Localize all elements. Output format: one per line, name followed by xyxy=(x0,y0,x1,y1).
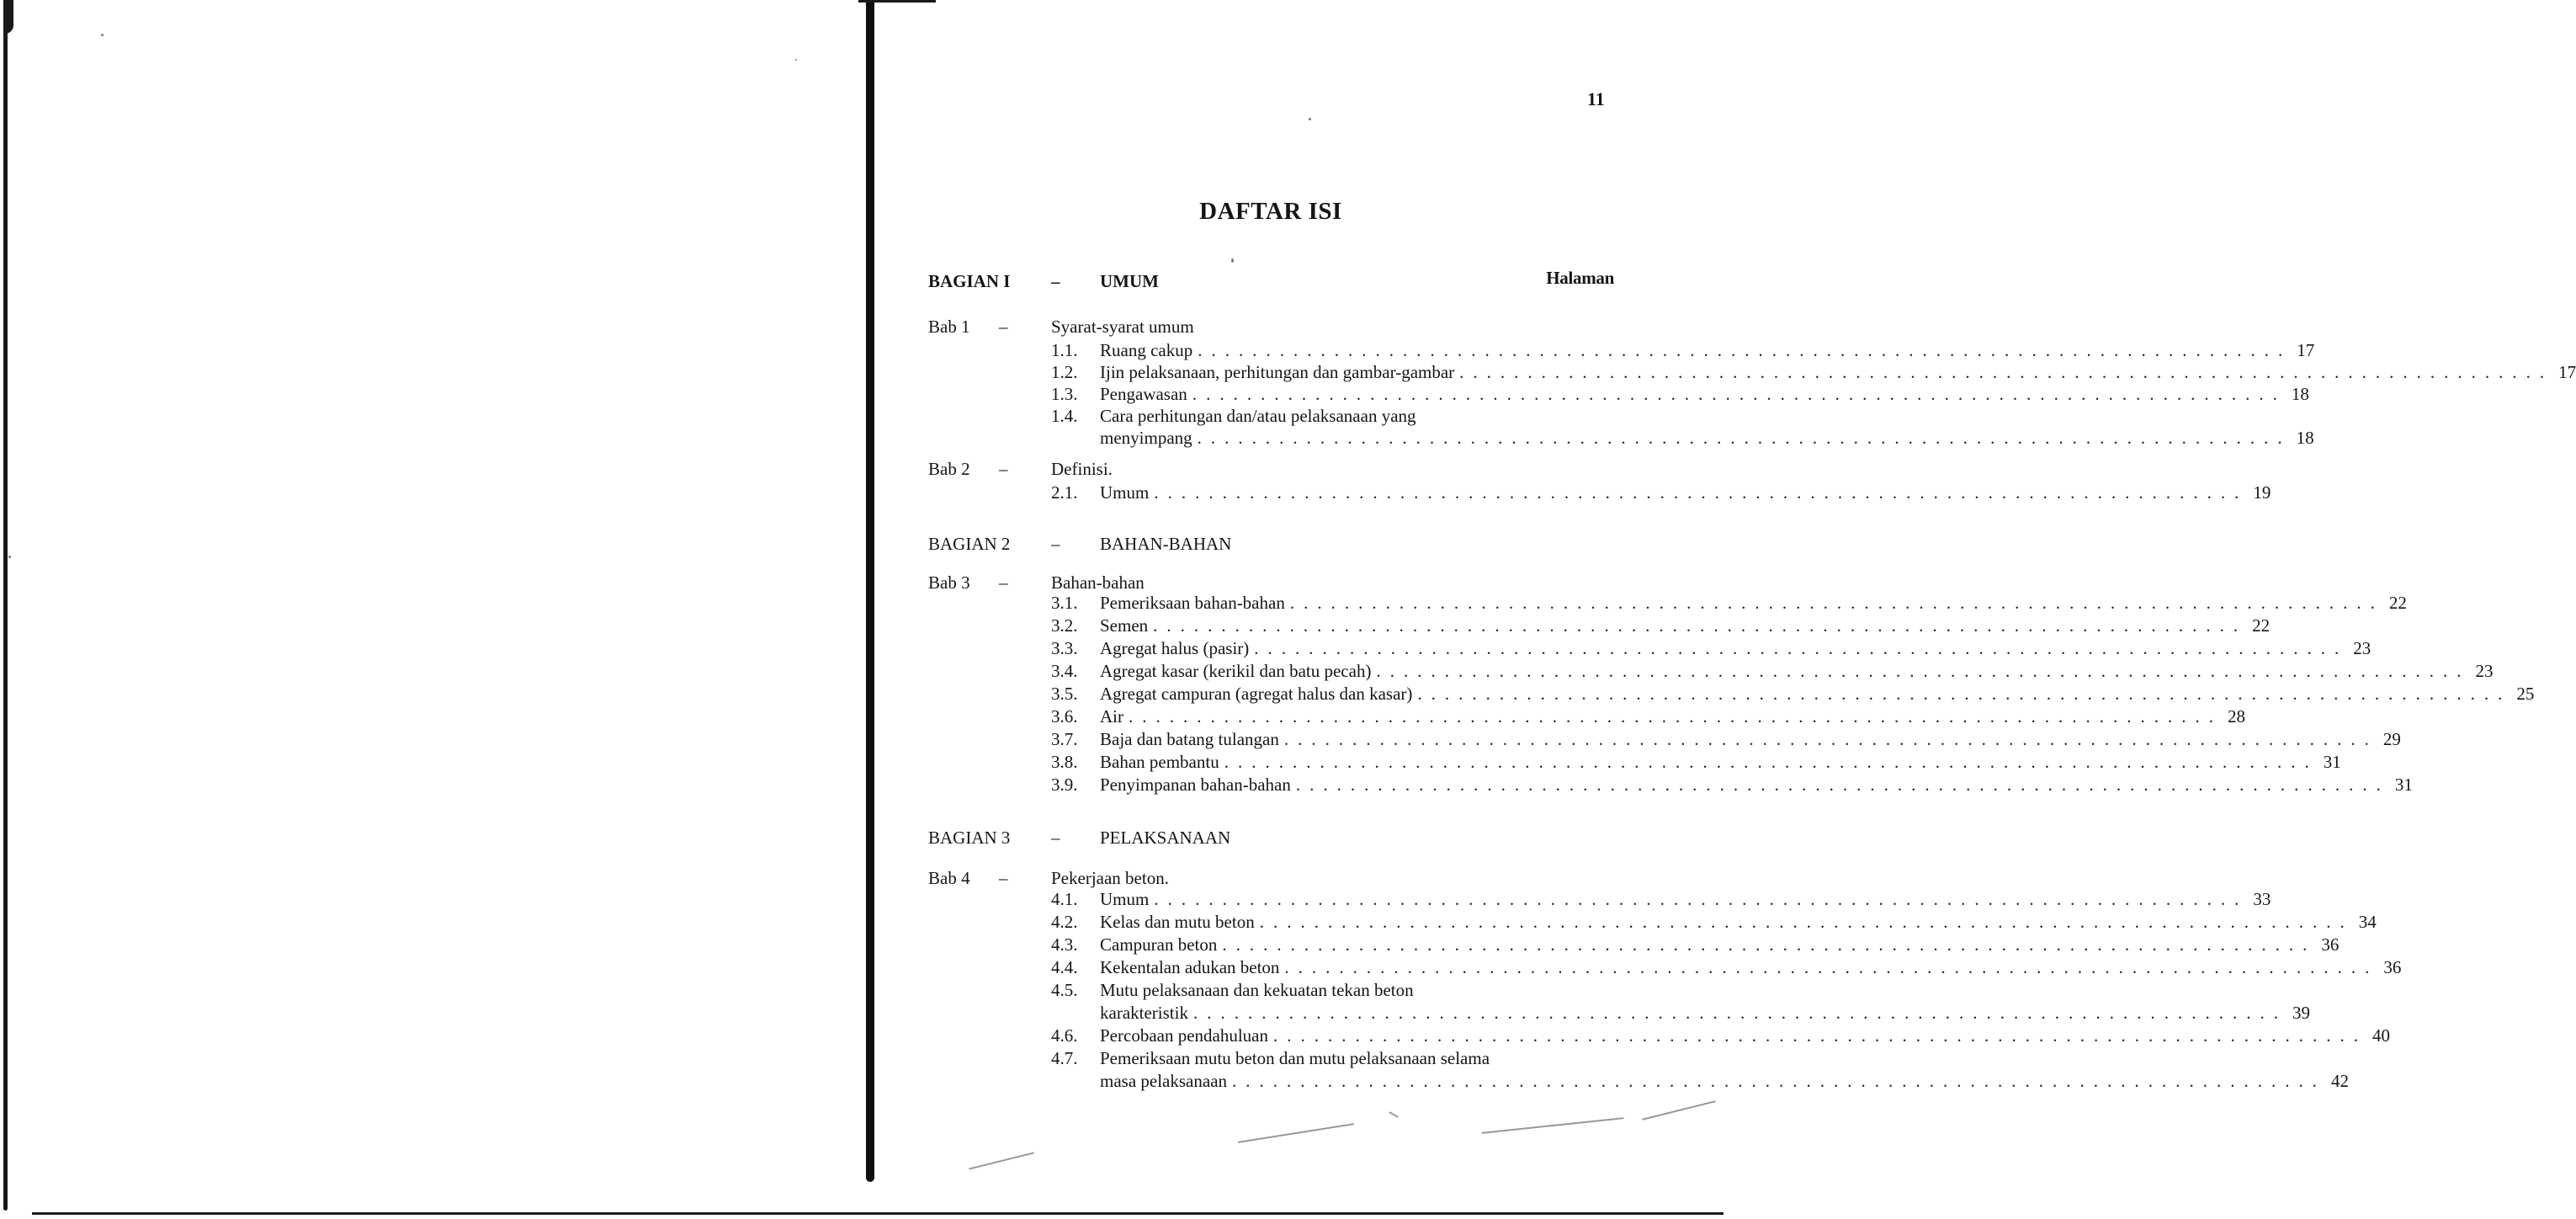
entry-title: Agregat kasar (kerikil dan batu pecah) xyxy=(1100,661,1372,681)
toc-entry[interactable] xyxy=(1051,705,2245,727)
entry-title: Semen xyxy=(1100,615,1149,636)
page-number: 11 xyxy=(1587,88,1605,109)
entry-page: 34 xyxy=(2358,912,2377,932)
part-dash: – xyxy=(1051,828,1060,848)
toc-entry[interactable] xyxy=(1051,592,2407,614)
entry-title: Pengawasan xyxy=(1100,384,1187,404)
entry-number: 4.5. xyxy=(1051,980,1078,1000)
part-dash: – xyxy=(1051,271,1060,291)
dot-leader: ................................................................................ xyxy=(1192,384,2287,404)
entry-page: 19 xyxy=(2253,482,2271,503)
toc-entry[interactable] xyxy=(1051,1025,2391,1046)
chapter-number: Bab 3 xyxy=(928,572,970,593)
chapter-number: Bab 2 xyxy=(928,459,970,479)
entry-number: 1.3. xyxy=(1051,384,1078,404)
gutter-top-edge xyxy=(858,0,936,3)
dot-leader: ................................................................................ xyxy=(1417,684,2512,704)
scan-smudge xyxy=(1238,1123,1355,1143)
scan-speck xyxy=(1309,118,1311,120)
entry-number: 3.9. xyxy=(1051,775,1078,795)
chapter-dash: – xyxy=(999,572,1008,593)
entry-title: Percobaan pendahuluan xyxy=(1100,1025,1269,1046)
toc-entry[interactable] xyxy=(1051,339,2315,361)
toc-entry[interactable] xyxy=(1051,637,2372,659)
part-title: PELAKSANAAN xyxy=(1100,828,1231,848)
entry-title: Mutu pelaksanaan dan kekuatan tekan beton xyxy=(1100,980,1414,1000)
entry-number: 3.1. xyxy=(1051,593,1078,613)
entry-page: 31 xyxy=(2323,752,2341,772)
entry-title-continuation: masa pelaksanaan xyxy=(1100,1071,1228,1091)
entry-title: Ijin pelaksanaan, perhitungan dan gambar-gambar xyxy=(1100,362,1455,382)
entry-page: 18 xyxy=(2296,428,2314,448)
dot-leader: ................................................................................ xyxy=(1222,934,2317,955)
entry-title: Umum xyxy=(1100,889,1150,909)
dot-leader: ................................................................................ xyxy=(1153,615,2248,636)
toc-entry[interactable] xyxy=(1051,888,2271,910)
dot-leader: ................................................................................ xyxy=(1154,482,2249,503)
dot-leader: ................................................................................ xyxy=(1259,912,2354,932)
toc-entry-continuation[interactable] xyxy=(1051,427,2314,449)
entry-title: Bahan pembantu xyxy=(1100,752,1219,772)
scan-smudge xyxy=(1642,1100,1716,1121)
entry-title-continuation: menyimpang xyxy=(1100,428,1192,448)
chapter-title: Pekerjaan beton. xyxy=(1051,868,1169,888)
entry-number: 3.2. xyxy=(1051,615,1078,636)
entry-page: 31 xyxy=(2394,775,2413,795)
dot-leader: ................................................................................ xyxy=(1376,661,2471,681)
chapter-title: Bahan-bahan xyxy=(1051,572,1145,593)
scan-smudge xyxy=(1389,1111,1398,1118)
entry-page: 18 xyxy=(2291,384,2309,404)
entry-page: 36 xyxy=(2383,957,2402,977)
entry-page: 39 xyxy=(2292,1003,2310,1023)
chapter-title: Definisi. xyxy=(1051,459,1113,479)
entry-page: 36 xyxy=(2321,934,2340,955)
chapter-number: Bab 4 xyxy=(928,868,970,888)
entry-title: Agregat campuran (agregat halus dan kasar) xyxy=(1100,684,1413,704)
entry-page: 23 xyxy=(2353,638,2372,658)
toc-entry[interactable] xyxy=(1051,683,2535,705)
scan-smudge xyxy=(969,1152,1034,1169)
entry-number: 3.3. xyxy=(1051,638,1078,658)
dot-leader: ................................................................................ xyxy=(1459,362,2554,382)
toc-entry[interactable] xyxy=(1051,979,1615,1001)
entry-number: 4.4. xyxy=(1051,957,1078,977)
part-label: BAGIAN 3 xyxy=(928,828,1011,848)
toc-entry[interactable] xyxy=(1051,361,2576,383)
entry-number: 1.4. xyxy=(1051,406,1078,426)
entry-page: 28 xyxy=(2228,706,2245,727)
entry-number: 3.7. xyxy=(1051,729,1078,749)
dot-leader: ................................................................................ xyxy=(1295,775,2390,795)
entry-title: Kelas dan mutu beton xyxy=(1100,912,1255,932)
entry-title: Air xyxy=(1100,706,1123,727)
entry-number: 2.1. xyxy=(1051,482,1078,503)
entry-title: Umum xyxy=(1100,482,1150,503)
entry-number: 3.4. xyxy=(1051,661,1078,681)
toc-entry[interactable] xyxy=(1051,934,2340,956)
dot-leader: ................................................................................ xyxy=(1283,729,2378,749)
entry-page: 33 xyxy=(2253,889,2271,909)
scan-speck xyxy=(8,556,11,558)
entry-number: 3.5. xyxy=(1051,684,1078,704)
toc-entry[interactable] xyxy=(1051,405,1615,427)
entry-page: 29 xyxy=(2382,729,2401,749)
scan-speck xyxy=(1231,258,1234,263)
entry-title: Ruang cakup xyxy=(1100,340,1193,360)
entry-number: 4.1. xyxy=(1051,889,1078,909)
entry-page: 22 xyxy=(2388,593,2407,613)
entry-number: 3.8. xyxy=(1051,752,1078,772)
entry-page: 23 xyxy=(2475,661,2494,681)
part-label: BAGIAN 2 xyxy=(928,534,1011,554)
chapter-dash: – xyxy=(999,317,1008,337)
toc-entry[interactable] xyxy=(1051,751,2341,773)
book-gutter xyxy=(866,0,874,1182)
part-title: UMUM xyxy=(1100,271,1159,291)
toc-entry-continuation[interactable] xyxy=(1051,1070,2350,1092)
toc-entry[interactable] xyxy=(1051,1047,1615,1069)
dot-leader: ................................................................................ xyxy=(1284,957,2379,977)
bottom-page-edge xyxy=(32,1212,1724,1215)
entry-title: Campuran beton xyxy=(1100,934,1218,955)
dot-leader: ................................................................................ xyxy=(1289,593,2384,613)
toc-entry-continuation[interactable] xyxy=(1051,1002,2310,1024)
entry-title-continuation: karakteristik xyxy=(1100,1003,1188,1023)
entry-page: 22 xyxy=(2252,615,2271,636)
dot-leader: ................................................................................ xyxy=(1192,1003,2287,1023)
toc-entry[interactable] xyxy=(1051,911,2377,933)
chapter-dash: – xyxy=(999,459,1008,479)
toc-entry[interactable] xyxy=(1051,956,2402,978)
dot-leader: ................................................................................ xyxy=(1254,638,2349,658)
entry-number: 3.6. xyxy=(1051,706,1078,727)
dot-leader: ................................................................................ xyxy=(1224,752,2318,772)
entry-title: Pemeriksaan mutu beton dan mutu pelaksanaan selama xyxy=(1100,1048,1490,1068)
toc-entry[interactable] xyxy=(1051,660,2494,682)
chapter-title: Syarat-syarat umum xyxy=(1051,317,1194,337)
entry-title: Cara perhitungan dan/atau pelaksanaan yang xyxy=(1100,406,1416,426)
toc-entry[interactable] xyxy=(1051,482,2271,503)
dot-leader: ................................................................................ xyxy=(1198,340,2292,360)
toc-entry[interactable] xyxy=(1051,615,2271,636)
entry-page: 40 xyxy=(2372,1025,2391,1046)
chapter-dash: – xyxy=(999,868,1008,888)
toc-entry[interactable] xyxy=(1051,383,2309,405)
entry-number: 4.6. xyxy=(1051,1025,1078,1046)
entry-title: Penyimpanan bahan-bahan xyxy=(1100,775,1291,795)
left-page-edge xyxy=(3,17,8,1211)
scan-speck xyxy=(101,34,104,36)
dot-leader: ................................................................................ xyxy=(1154,889,2249,909)
page-column-header: Halaman xyxy=(1546,268,1614,288)
part-title: BAHAN-BAHAN xyxy=(1100,534,1232,554)
entry-number: 1.2. xyxy=(1051,362,1078,382)
entry-page: 17 xyxy=(2558,362,2576,382)
part-dash: – xyxy=(1051,534,1060,554)
entry-title: Agregat halus (pasir) xyxy=(1100,638,1250,658)
scan-smudge xyxy=(1481,1117,1623,1134)
entry-page: 42 xyxy=(2331,1071,2350,1091)
entry-number: 1.1. xyxy=(1051,340,1078,360)
dot-leader: ................................................................................ xyxy=(1197,428,2292,448)
dot-leader: ................................................................................ xyxy=(1232,1071,2327,1091)
dot-leader: ................................................................................ xyxy=(1273,1025,2368,1046)
toc-entry[interactable] xyxy=(1051,774,2413,796)
entry-number: 4.3. xyxy=(1051,934,1078,955)
entry-title: Kekentalan adukan beton xyxy=(1100,957,1280,977)
entry-page: 25 xyxy=(2516,684,2535,704)
entry-title: Baja dan batang tulangan xyxy=(1100,729,1279,749)
chapter-number: Bab 1 xyxy=(928,317,970,337)
entry-number: 4.2. xyxy=(1051,912,1078,932)
page-title: DAFTAR ISI xyxy=(1199,198,1342,225)
dot-leader: ................................................................................ xyxy=(1129,706,2223,727)
toc-entry[interactable] xyxy=(1051,728,2401,750)
scan-speck xyxy=(795,59,797,61)
entry-title: Pemeriksaan bahan-bahan xyxy=(1100,593,1285,613)
entry-page: 17 xyxy=(2297,340,2315,360)
part-label: BAGIAN I xyxy=(928,271,1011,291)
entry-number: 4.7. xyxy=(1051,1048,1078,1068)
